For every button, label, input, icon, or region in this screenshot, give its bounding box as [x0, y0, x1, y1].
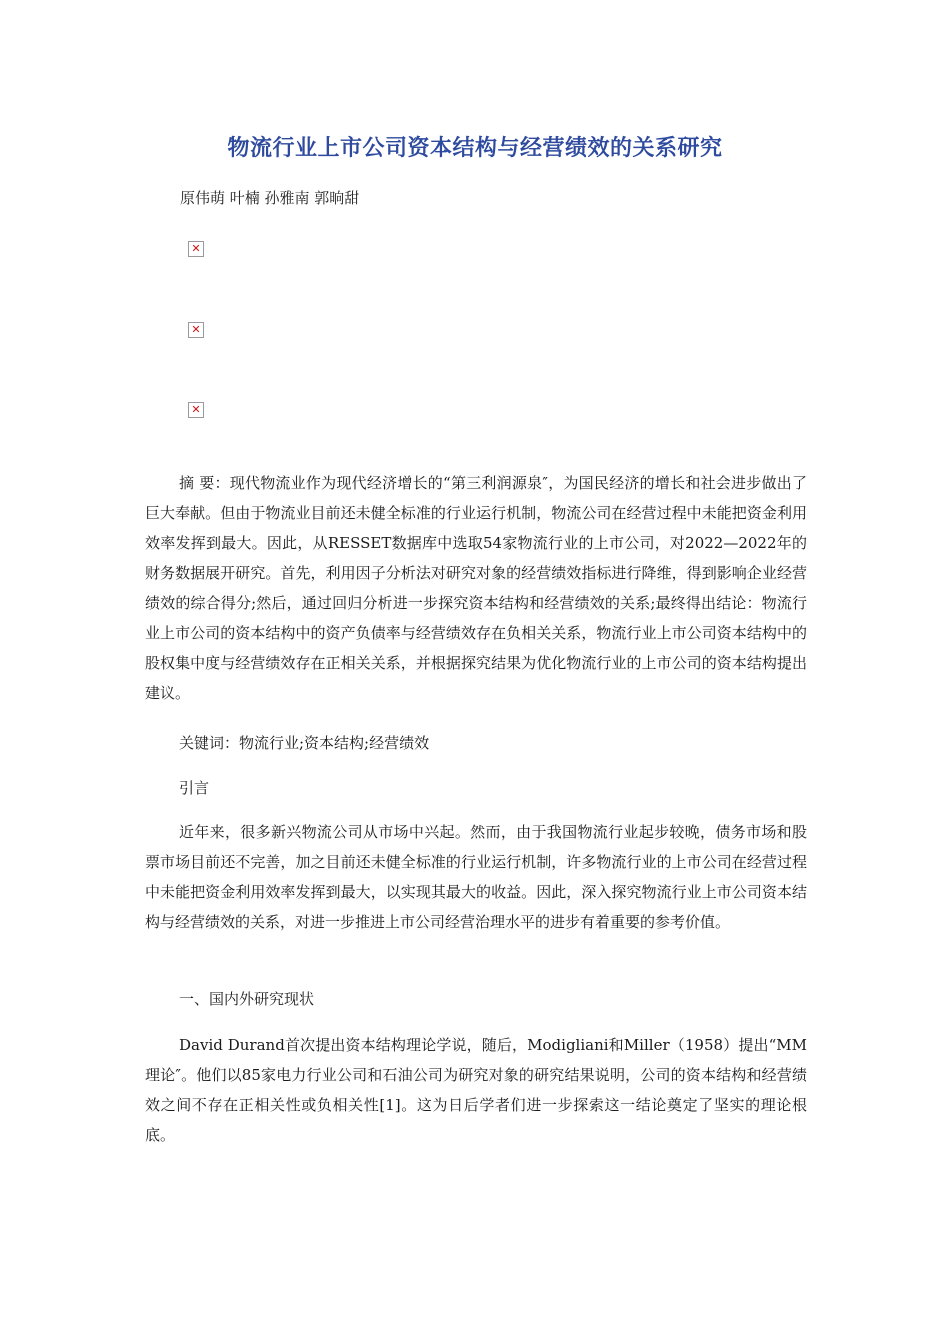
- broken-image-icon: ✕: [191, 242, 201, 255]
- broken-image-placeholder-3: [188, 402, 204, 418]
- broken-image-placeholder-2: [188, 322, 204, 338]
- broken-image-placeholder-1: [188, 241, 204, 257]
- section-1-paragraph: David Durand首次提出资本结构理论学说，随后，Modigliani和Miller（1958）提出“MM理论″。他们以85家电力行业公司和石油公司为研究对象的研究结果说明，公司的资本结构和经营绩效之间不存在正相关性或负相关性[1]。这为日后学者们进一步探索这一结论奠定了坚实的理论根底。: [145, 1036, 807, 1144]
- broken-image-icon: ✕: [191, 403, 201, 416]
- paper-title: 物流行业上市公司资本结构与经营绩效的关系研究: [227, 136, 723, 161]
- author-list: 原伟萌 叶楠 孙雅南 郭晌甜: [180, 189, 360, 207]
- abstract-paragraph: 摘 要：现代物流业作为现代经济增长的“第三利润源泉″，为国民经济的增长和社会进步做出了巨大奉献。但由于物流业目前还未健全标准的行业运行机制，物流公司在经营过程中未能把资金利用效率发挥到最大。因此，从RESSET数据库中选取54家物流行业的上市公司，对2022—2022年的财务数据展开研究。首先，利用因子分析法对研究对象的经营绩效指标进行降维，得到影响企业经营绩效的综合得分;然后，通过回归分析进一步探究资本结构和经营绩效的关系;最终得出结论：物流行业上市公司的资本结构中的资产负债率与经营绩效存在负相关关系，物流行业上市公司资本结构中的股权集中度与经营绩效存在正相关关系，并根据探究结果为优化物流行业的上市公司的资本结构提出建议。: [145, 474, 807, 702]
- intro-paragraph: 近年来，很多新兴物流公司从市场中兴起。然而，由于我国物流行业起步较晚，债务市场和股票市场目前还不完善，加之目前还未健全标准的行业运行机制，许多物流行业的上市公司在经营过程中未能把资金利用效率发挥到最大，以实现其最大的收益。因此，深入探究物流行业上市公司资本结构与经营绩效的关系，对进一步推进上市公司经营治理水平的进步有着重要的参考价值。: [145, 823, 807, 931]
- broken-image-icon: ✕: [191, 323, 201, 336]
- intro-heading: 引言: [179, 779, 210, 797]
- section-1-heading: 一、国内外研究现状: [179, 990, 315, 1008]
- keywords-line: 关键词：物流行业;资本结构;经营绩效: [179, 734, 430, 752]
